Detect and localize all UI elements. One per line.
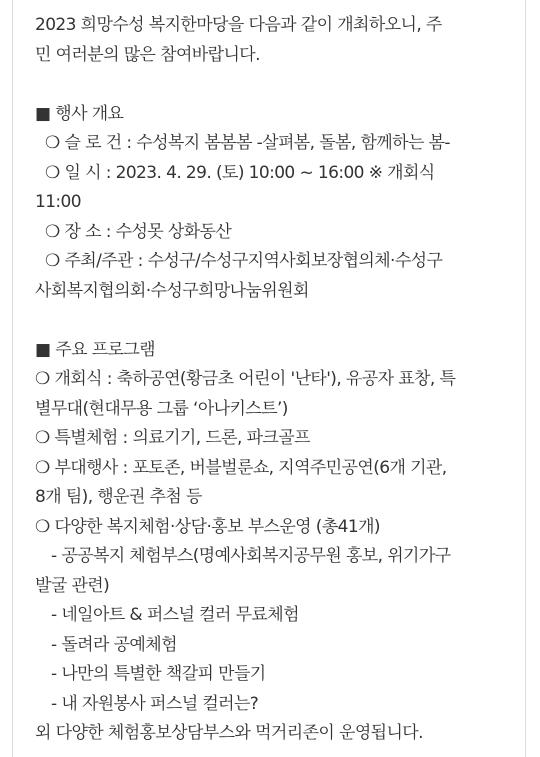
program-opening-continued: 별무대(현대무용 그룹 ‘아나키스트’) (35, 398, 288, 419)
booth-item: - 네일아트 & 퍼스널 컬러 무료체험 (51, 605, 299, 625)
overview-heading: ■ 행사 개요 (35, 103, 124, 124)
spacer (35, 306, 497, 336)
overview-host-continued: 사회복지협의회·수성구희망나눔위원회 (35, 280, 309, 301)
booth-item-continued: 발굴 관련) (35, 575, 110, 596)
program-opening: ❍ 개회식 : 축하공연(황금초 어린이 '난타'), 유공자 표창, 특 (35, 369, 456, 389)
overview-slogan: ❍ 슬 로 건 : 수성복지 봄봄봄 -살펴봄, 돌봄, 함께하는 봄- (45, 133, 450, 153)
overview-datetime-continued: 11:00 (35, 192, 81, 212)
spacer (35, 70, 497, 100)
booth-item: - 공공복지 체험부스(명예사회복지공무원 홍보, 위기가구 (51, 546, 451, 566)
intro-line-2: 민 여러분의 많은 참여바랍니다. (35, 44, 260, 65)
program-special: ❍ 특별체험 : 의료기기, 드론, 파크골프 (35, 428, 310, 448)
programs-closing: 외 다양한 체험홍보상담부스와 먹거리존이 운영됩니다. (35, 723, 423, 743)
overview-datetime: ❍ 일 시 : 2023. 4. 29. (토) 10:00 ~ 16:00 ※ 개회식 (45, 162, 435, 183)
program-booths: ❍ 다양한 복지체험·상담·홍보 부스운영 (총41개) (35, 516, 380, 537)
intro-line-1: 2023 희망수성 복지한마당을 다음과 같이 개최하오니, 주 (35, 15, 442, 35)
overview-host: ❍ 주최/주관 : 수성구/수성구지역사회보장협의체·수성구 (45, 251, 443, 271)
booth-item: - 나만의 특별한 책갈피 만들기 (51, 664, 266, 684)
program-side-events: ❍ 부대행사 : 포토존, 버블벌룬쇼, 지역주민공연(6개 기관, (35, 457, 447, 478)
booth-item: - 돌려라 공예체험 (51, 634, 177, 655)
programs-heading: ■ 주요 프로그램 (35, 339, 156, 360)
booth-item: - 내 자원봉사 퍼스널 컬러는? (51, 693, 259, 714)
overview-place: ❍ 장 소 : 수성못 상화동산 (45, 221, 232, 242)
program-side-events-continued: 8개 팀), 행운권 추첨 등 (35, 487, 202, 507)
article-body (35, 11, 497, 749)
